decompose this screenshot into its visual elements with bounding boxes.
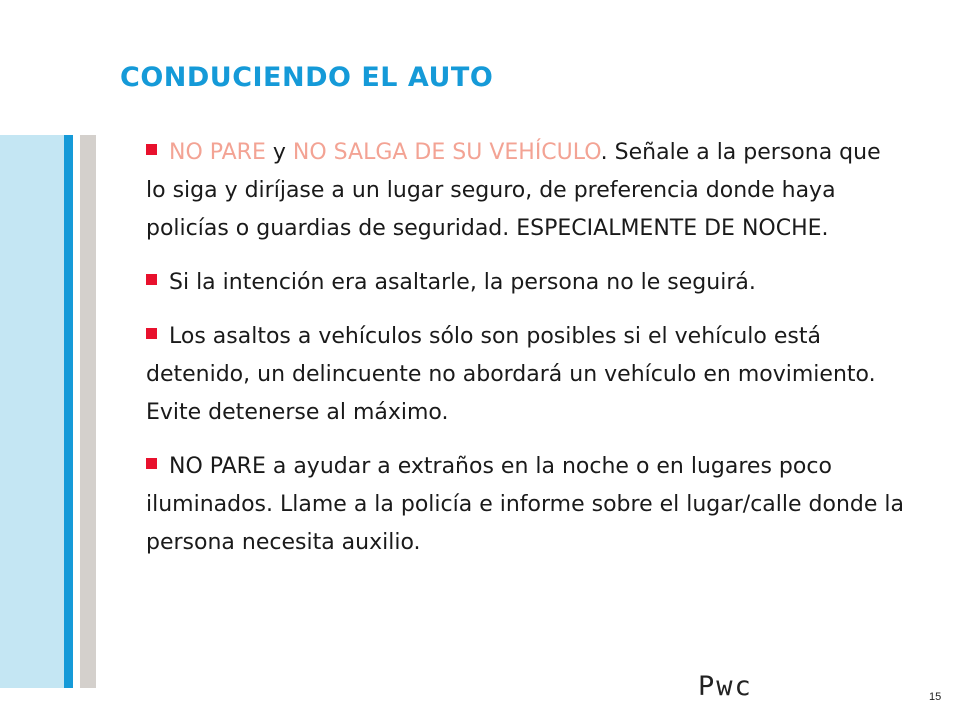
bullet-square-icon [146,328,157,339]
bullet-item-3 [146,318,906,432]
decorative-light-blue-bar [0,135,64,688]
bullet-item-1 [146,134,906,248]
bullet-2-text: Si la intención era asaltarle, la persona no le seguirá. [169,270,756,295]
highlight-no-pare: NO PARE [169,140,266,165]
highlight-no-salga: NO SALGA DE SU VEHÍCULO [292,140,601,165]
bullet-item-2 [146,264,906,302]
bullet-item-4 [146,448,906,562]
bullet-square-icon [146,144,157,155]
bullet-1-text: . Señale a la persona que lo siga y diríjase a un lugar seguro, de preferencia donde haya policías o guardias de seguridad. ESPECIALMENTE DE NOCHE. [146,140,881,241]
page-number: 15 [929,691,942,703]
bullet-3-text: Los asaltos a vehículos sólo son posibles si el vehículo está detenido, un delincuente no abordará un vehículo en movimiento. Evite detenerse al máximo. [146,324,876,425]
bullet-4-text: NO PARE a ayudar a extraños en la noche o en lugares poco iluminados. Llame a la policía e informe sobre el lugar/calle donde la persona necesita auxilio. [146,454,904,555]
bullet-list [146,134,906,578]
bullet-1-connector: y [265,140,293,165]
bullet-square-icon [146,458,157,469]
pwc-logo: Pwc [698,671,753,702]
decorative-blue-bar [64,135,73,688]
bullet-square-icon [146,274,157,285]
decorative-gray-bar [80,135,96,688]
slide-title: CONDUCIENDO EL AUTO [120,62,494,93]
